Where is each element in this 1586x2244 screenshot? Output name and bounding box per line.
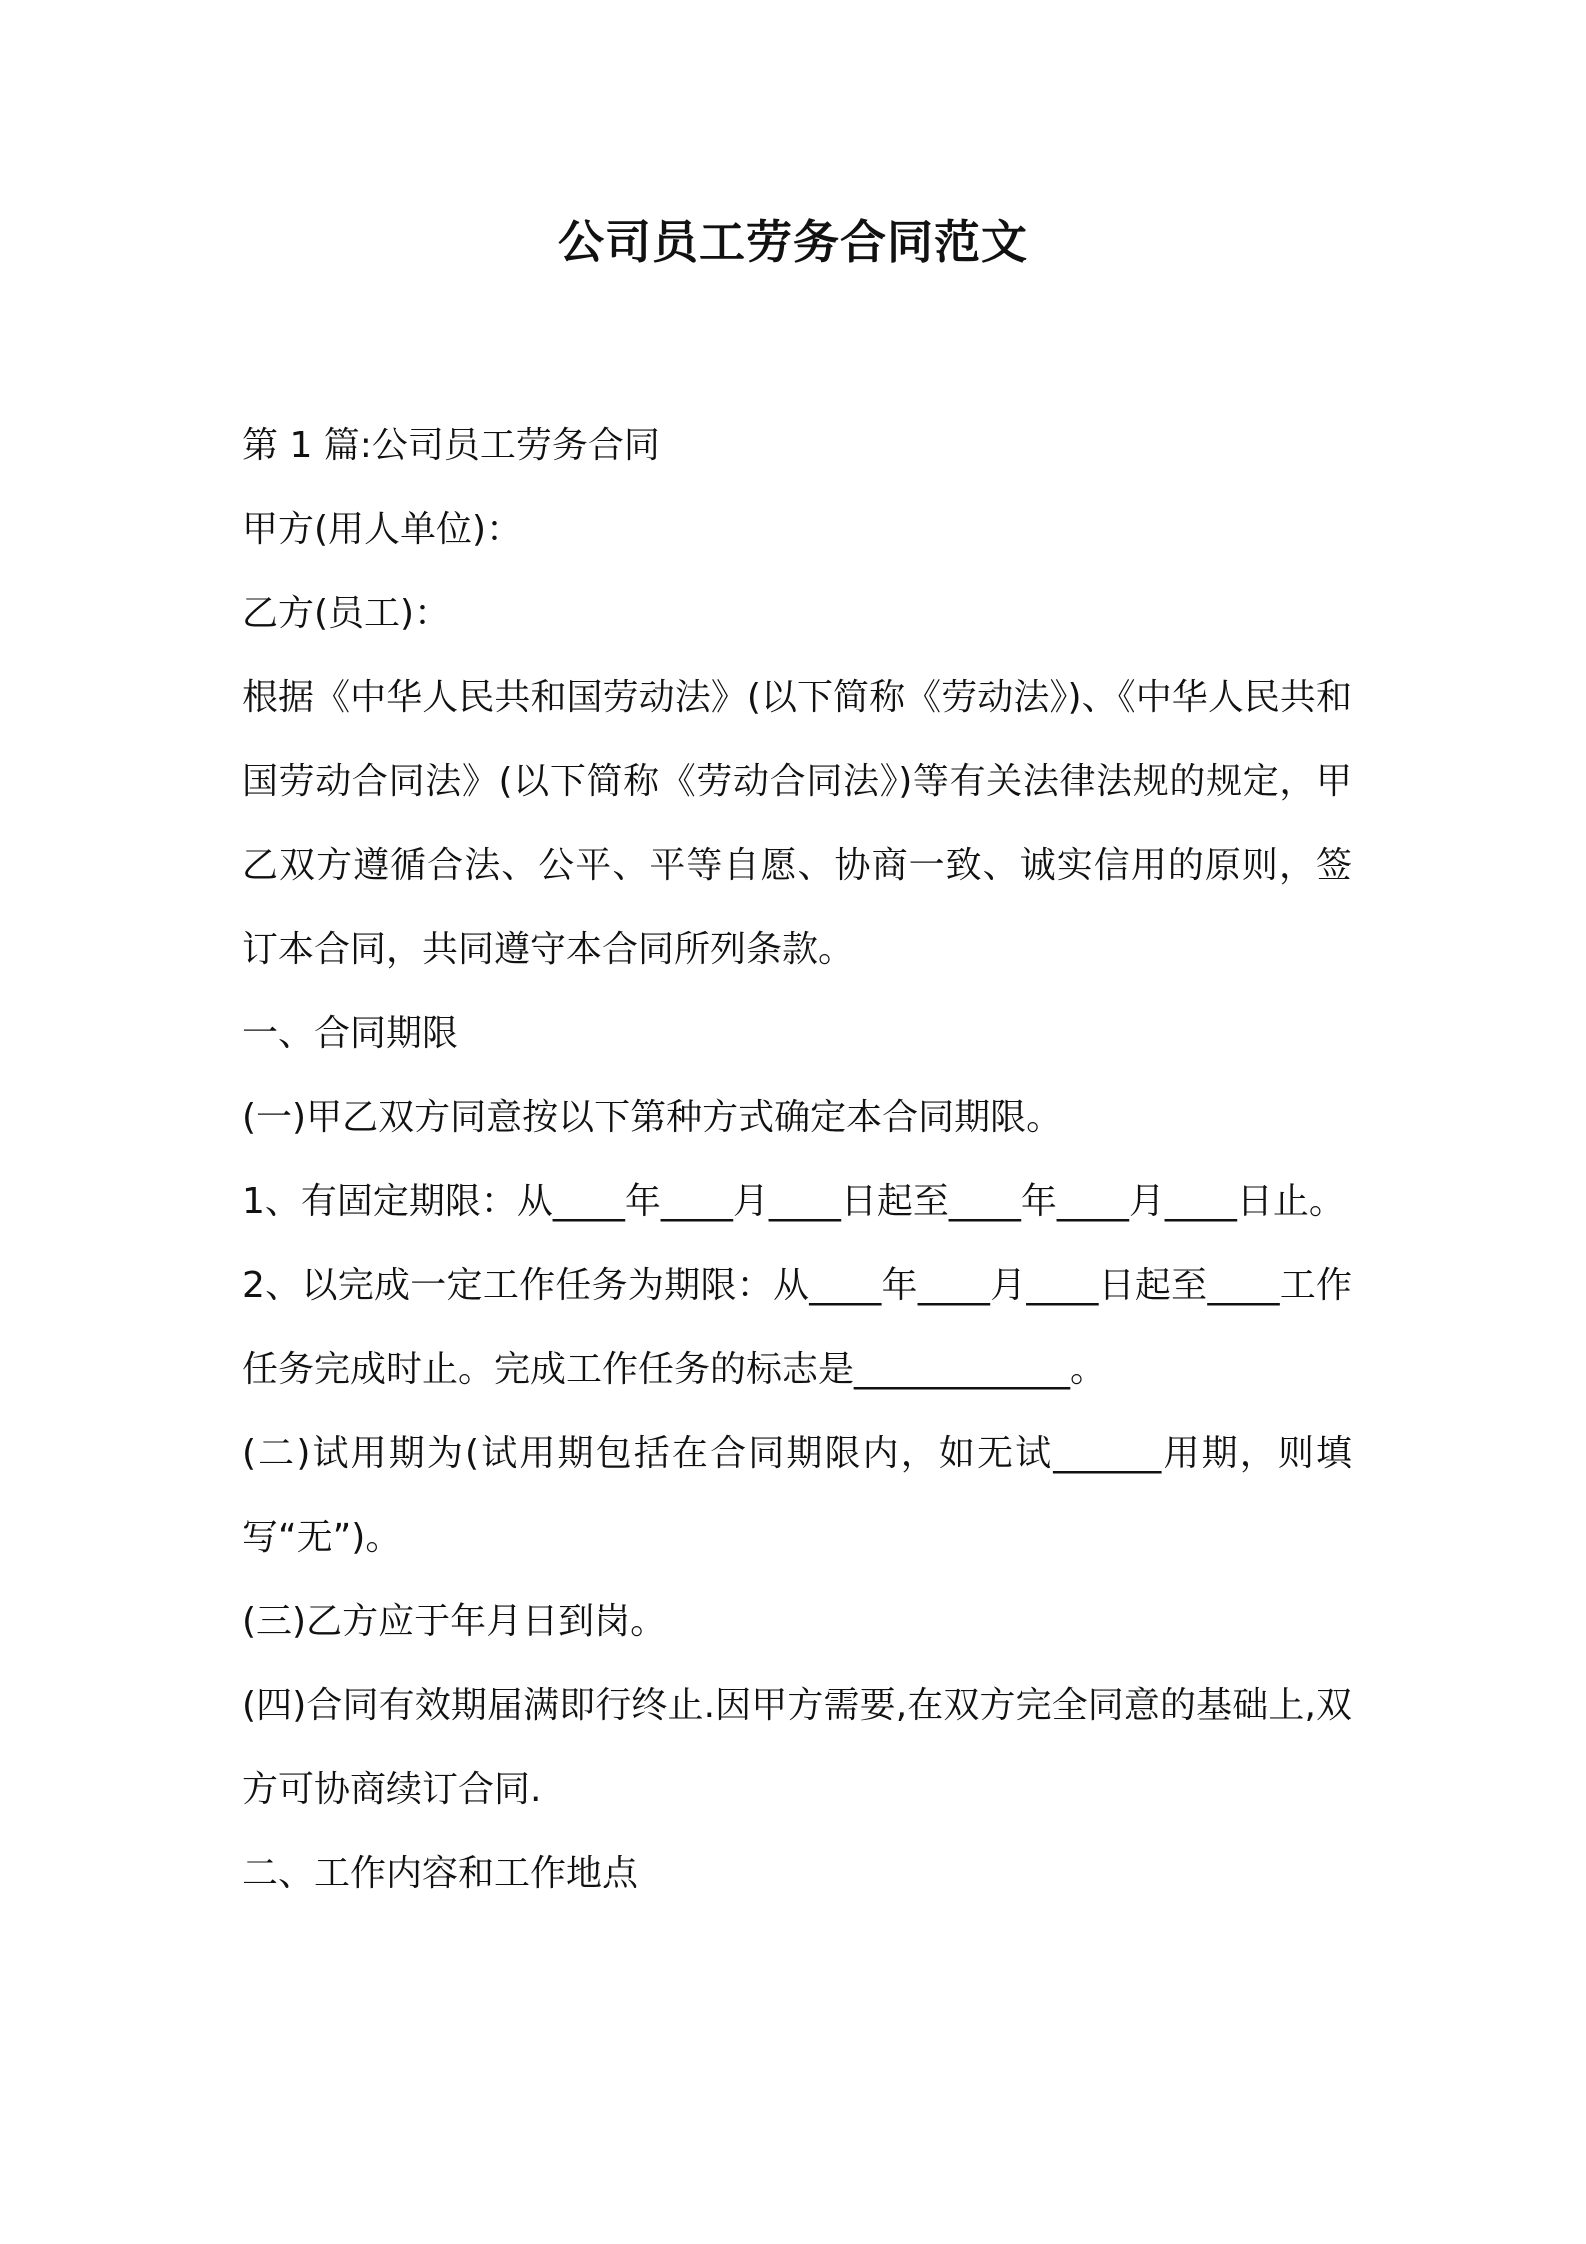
clause-fixed-term: 1、有固定期限：从____年____月____日起至____年____月____日止。 — [242, 1181, 1345, 1222]
document-body — [242, 404, 1352, 1916]
party-b-line: 乙方(员工)： — [242, 593, 451, 634]
section-heading-work-content: 二、工作内容和工作地点 — [242, 1853, 639, 1894]
clause-renewal: (四)合同有效期届满即行终止.因甲方需要,在双方完全同意的基础上,双方可协商续订合同. — [242, 1685, 1352, 1810]
party-a-line: 甲方(用人单位)： — [242, 509, 523, 550]
document-title: 公司员工劳务合同范文 — [558, 215, 1028, 269]
clause-probation: (二)试用期为(试用期包括在合同期限内，如无试______用期，则填写“无”)。 — [242, 1433, 1352, 1558]
clause-task-term: 2、以完成一定工作任务为期限：从____年____月____日起至____工作任务完成时止。完成工作任务的标志是____________。 — [242, 1265, 1352, 1390]
chapter-heading: 第 1 篇:公司员工劳务合同 — [242, 425, 660, 466]
clause-start-date: (三)乙方应于年月日到岗。 — [242, 1601, 667, 1642]
clause-1: (一)甲乙双方同意按以下第种方式确定本合同期限。 — [242, 1097, 1063, 1138]
section-heading-contract-term: 一、合同期限 — [242, 1013, 459, 1054]
preamble-paragraph: 根据《中华人民共和国劳动法》(以下简称《劳动法》)、《中华人民共和国劳动合同法》(以下简称《劳动合同法》)等有关法律法规的规定，甲乙双方遵循合法、公平、平等自愿、协商一致、诚实信用的原则，签订本合同，共同遵守本合同所列条款。 — [242, 677, 1352, 970]
